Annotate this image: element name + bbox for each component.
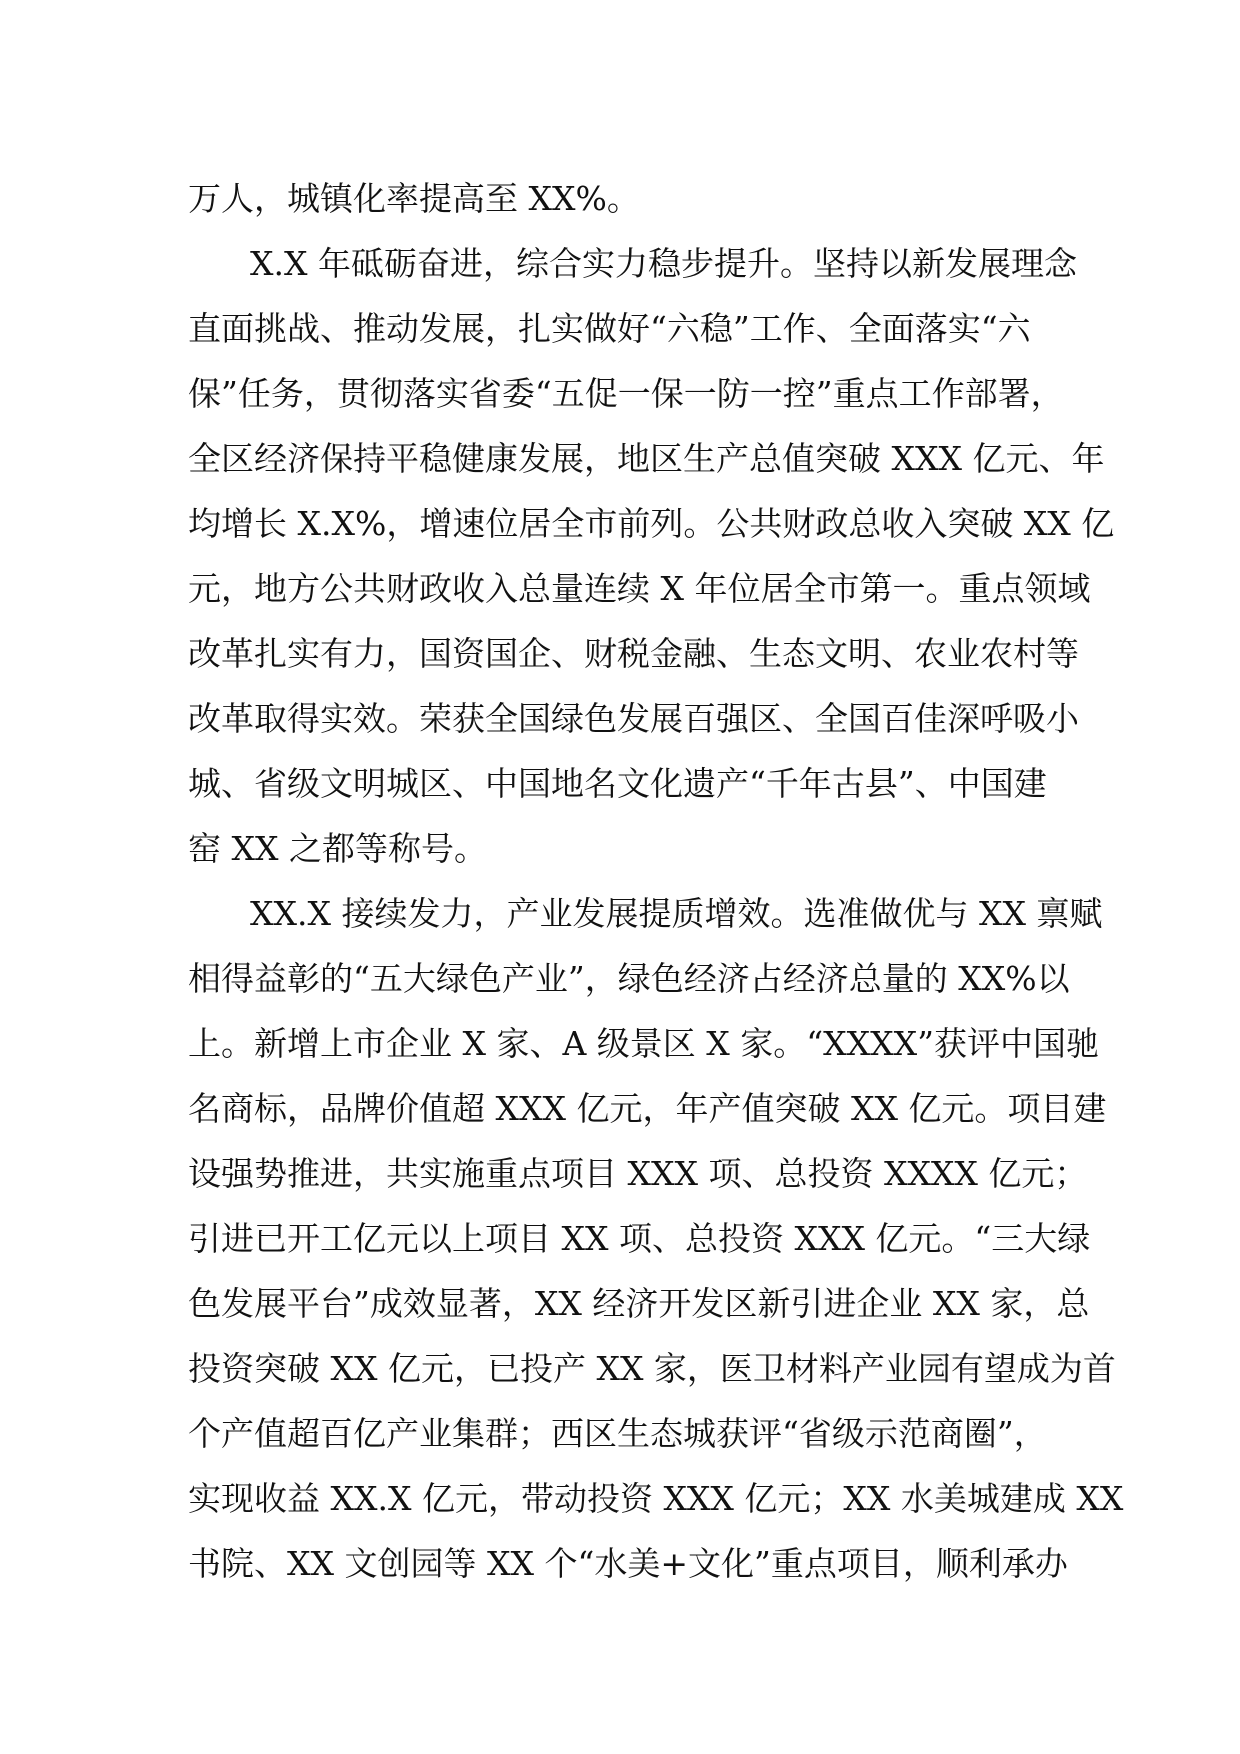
text-line: 书院、XX 文创园等 XX 个“水美+文化”重点项目，顺利承办 — [188, 1544, 1068, 1583]
text-line: 投资突破 XX 亿元，已投产 XX 家，医卫材料产业园有望成为首 — [188, 1349, 1116, 1388]
text-line: 改革扎实有力，国资国企、财税金融、生态文明、农业农村等 — [188, 634, 1079, 673]
text-line: 色发展平台”成效显著，XX 经济开发区新引进企业 XX 家，总 — [188, 1284, 1090, 1323]
text-line: 城、省级文明城区、中国地名文化遗产“千年古县”、中国建 — [188, 764, 1047, 803]
text-line: 引进已开工亿元以上项目 XX 项、总投资 XXX 亿元。“三大绿 — [188, 1219, 1091, 1258]
text-line: 相得益彰的“五大绿色产业”，绿色经济占经济总量的 XX%以 — [188, 959, 1070, 998]
text-line: 改革取得实效。荣获全国绿色发展百强区、全国百佳深呼吸小 — [188, 699, 1079, 738]
text-line: 元，地方公共财政收入总量连续 X 年位居全市第一。重点领域 — [188, 569, 1091, 608]
text-line: 全区经济保持平稳健康发展，地区生产总值突破 XXX 亿元、年 — [188, 439, 1105, 478]
text-line: 窑 XX 之都等称号。 — [188, 829, 487, 868]
text-line: 实现收益 XX.X 亿元，带动投资 XXX 亿元；XX 水美城建成 XX — [188, 1479, 1124, 1518]
text-line: 均增长 X.X%，增速位居全市前列。公共财政总收入突破 XX 亿 — [188, 504, 1115, 543]
text-line: 上。新增上市企业 X 家、A 级景区 X 家。“XXXX”获评中国驰 — [188, 1024, 1099, 1063]
text-line: 个产值超百亿产业集群；西区生态城获评“省级示范商圈”， — [188, 1414, 1047, 1453]
body-text — [188, 166, 1124, 1596]
text-line: 万人，城镇化率提高至 XX%。 — [188, 179, 640, 218]
text-line: XX.X 接续发力，产业发展提质增效。选准做优与 XX 禀赋 — [250, 894, 1103, 933]
text-line: X.X 年砥砺奋进，综合实力稳步提升。坚持以新发展理念 — [250, 244, 1077, 283]
text-line: 直面挑战、推动发展，扎实做好“六稳”工作、全面落实“六 — [188, 309, 1031, 348]
text-line: 名商标，品牌价值超 XXX 亿元，年产值突破 XX 亿元。项目建 — [188, 1089, 1107, 1128]
paragraph-1 — [188, 166, 1068, 231]
text-line: 设强势推进，共实施重点项目 XXX 项、总投资 XXXX 亿元； — [188, 1154, 1088, 1193]
paragraph-3 — [188, 881, 1124, 1596]
text-line: 保”任务，贯彻落实省委“五促一保一防一控”重点工作部署， — [188, 374, 1064, 413]
paragraph-2 — [188, 231, 1115, 881]
